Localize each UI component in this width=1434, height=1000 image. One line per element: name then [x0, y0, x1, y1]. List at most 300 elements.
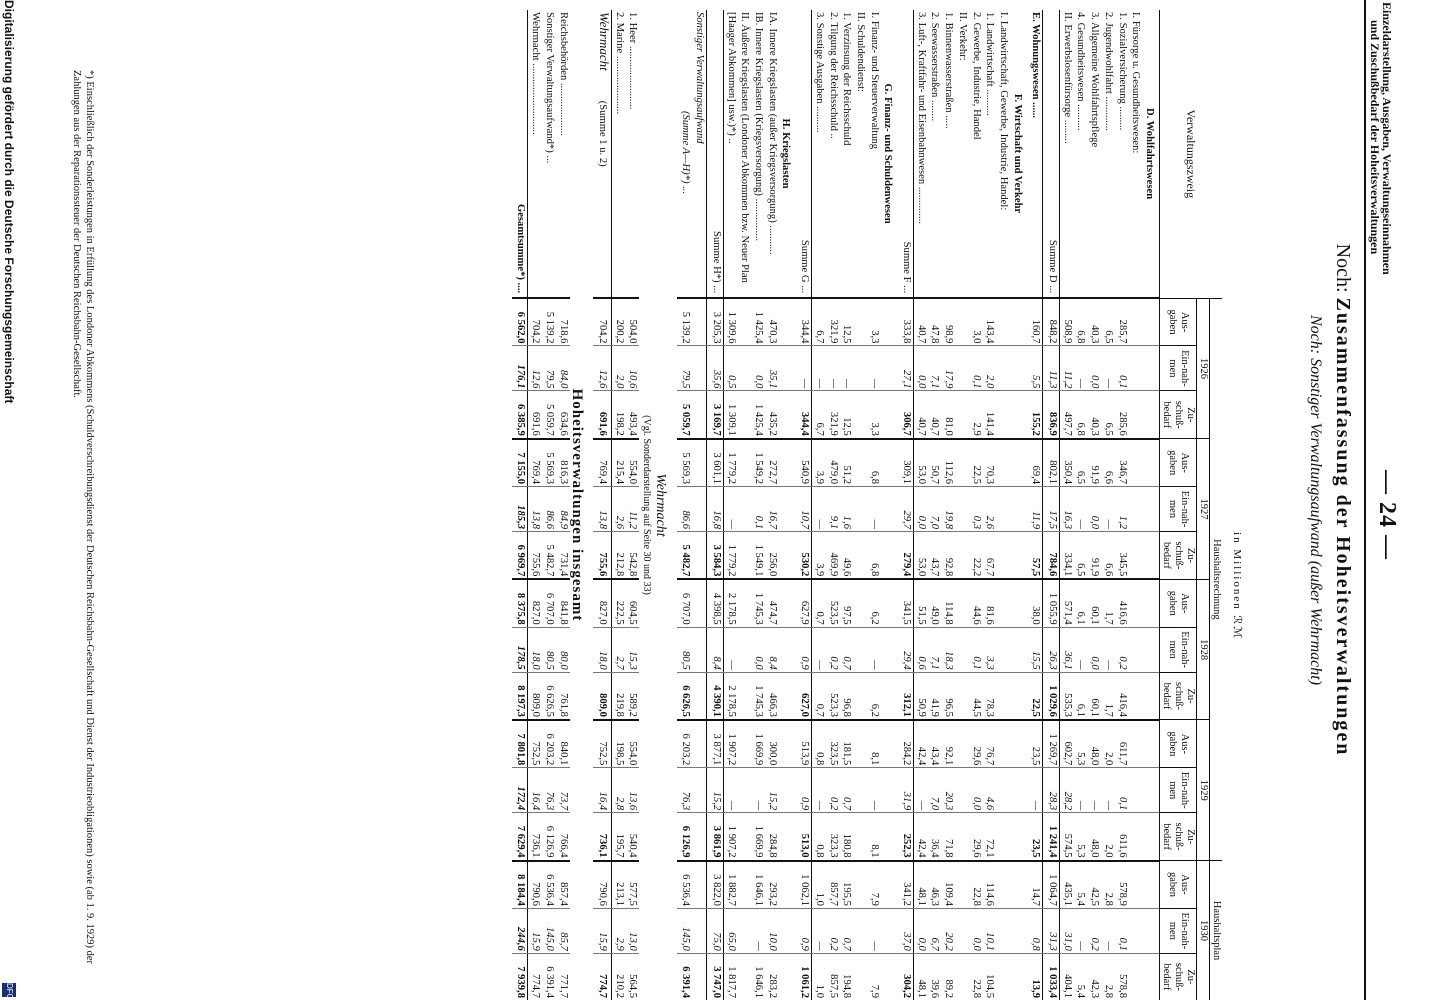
- value-cell: 771,7: [556, 953, 570, 1000]
- table-row: [812, 10, 826, 1000]
- value-cell: 1,7: [1101, 579, 1115, 627]
- row-label-sub: (Summe 1 u. 2): [596, 100, 608, 167]
- wehrmacht-heading-note: (Vgl. Sonderdarstellung auf Seite 30 und 33): [641, 415, 653, 595]
- value-cell: 5,4: [1074, 861, 1088, 909]
- empty-cell: [1010, 953, 1027, 1000]
- value-cell: 731,4: [556, 532, 570, 580]
- value-cell: 0,0: [969, 768, 983, 813]
- value-cell: [853, 672, 867, 720]
- value-cell: 15,2: [707, 768, 724, 813]
- value-cell: 6,8: [867, 532, 881, 580]
- value-cell: 18,3: [941, 627, 955, 672]
- value-cell: [1129, 953, 1143, 1000]
- row-label: Summe H*) ...: [707, 10, 724, 298]
- value-cell: 1 907,2: [723, 720, 751, 768]
- empty-cell: [1142, 908, 1159, 953]
- row-label: Summe F ...: [897, 10, 913, 298]
- value-cell: [996, 953, 1010, 1000]
- value-cell: 3 861,9: [707, 813, 724, 861]
- value-cell: 48,1: [914, 953, 928, 1000]
- value-cell: 345,5: [1115, 532, 1129, 580]
- value-cell: 9,1: [826, 487, 840, 532]
- value-cell: 70,3: [983, 439, 997, 487]
- value-cell: 321,9: [826, 391, 840, 439]
- table-row: [996, 10, 1010, 1000]
- empty-cell: [881, 579, 898, 627]
- value-cell: 176,1: [512, 346, 528, 391]
- value-cell: [853, 861, 867, 909]
- value-cell: 244,6: [512, 908, 528, 953]
- value-cell: 755,6: [528, 532, 542, 580]
- empty-cell: [1142, 391, 1159, 439]
- value-cell: [996, 813, 1010, 861]
- value-cell: —: [812, 487, 826, 532]
- value-cell: 12,5: [840, 298, 854, 346]
- empty-cell: [779, 346, 796, 391]
- empty-cell: [1010, 813, 1027, 861]
- value-cell: 76,3: [677, 768, 707, 813]
- value-cell: 28,2: [1060, 768, 1074, 813]
- column-header-rechnung: Haushaltsrechnung: [1210, 298, 1223, 860]
- value-cell: 1,2: [1115, 487, 1129, 532]
- value-cell: 341,5: [897, 579, 913, 627]
- value-cell: 160,7: [1027, 298, 1043, 346]
- value-cell: 6 562,0: [512, 298, 528, 346]
- value-cell: 5 482,7: [542, 532, 556, 580]
- value-cell: 15,2: [765, 768, 779, 813]
- value-cell: 3 822,0: [707, 861, 724, 909]
- value-cell: 22,8: [969, 861, 983, 909]
- row-label: I. Fürsorge u. Gesundheitswesen:: [1130, 12, 1142, 154]
- insgesamt-heading-text: Hoheitsverwaltungen insgesamt: [569, 388, 586, 622]
- value-cell: —: [723, 487, 751, 532]
- funder-credit: Digitalisierung gefördert durch die Deutsche Forschungsgemeinschaft: [2, 0, 16, 404]
- row-label: 1. Heer ........................: [627, 12, 639, 110]
- value-cell: 210,2: [611, 953, 625, 1000]
- top-rule: [1364, 0, 1366, 1000]
- value-cell: 8 375,8: [512, 579, 528, 627]
- value-cell: 6 707,0: [677, 579, 707, 627]
- value-cell: [853, 768, 867, 813]
- row-label: Summe G ...: [795, 10, 811, 298]
- empty-cell: [779, 768, 796, 813]
- row-label: II. Erwerbslosenfürsorge .........: [1061, 12, 1073, 144]
- value-cell: [1129, 346, 1143, 391]
- value-cell: 98,9: [941, 298, 955, 346]
- value-cell: —: [1101, 768, 1115, 813]
- summary-row: [677, 10, 707, 1000]
- value-cell: [853, 953, 867, 1000]
- column-header-sub: Ein-nah-men: [1160, 487, 1197, 532]
- value-cell: 12,5: [840, 391, 854, 439]
- value-cell: 86,6: [542, 487, 556, 532]
- empty-cell: [779, 720, 796, 768]
- value-cell: 578,8: [1115, 953, 1129, 1000]
- value-cell: 836,9: [1043, 391, 1060, 439]
- value-cell: 145,0: [542, 908, 556, 953]
- value-cell: 704,2: [528, 298, 542, 346]
- side-heading-1: Einzeldarstellung, Ausgaben, Verwaltungseinnahmen: [1380, 2, 1394, 275]
- value-cell: 6,6: [1101, 532, 1115, 580]
- value-cell: 6 391,4: [542, 953, 556, 1000]
- value-cell: 36,4: [928, 813, 942, 861]
- empty-cell: [881, 953, 898, 1000]
- column-header-year: 1926: [1197, 298, 1210, 439]
- value-cell: 574,5: [1060, 813, 1074, 861]
- value-cell: 809,0: [593, 672, 611, 720]
- table-row: [983, 10, 997, 1000]
- value-cell: 0,0: [914, 346, 928, 391]
- value-cell: 38,0: [1027, 579, 1043, 627]
- value-cell: 13,0: [626, 908, 640, 953]
- value-cell: [996, 391, 1010, 439]
- value-cell: 15,9: [528, 908, 542, 953]
- column-header-year: 1927: [1197, 439, 1210, 580]
- section-heading: D. Wohlfahrtswesen: [1144, 108, 1155, 200]
- value-cell: 809,0: [528, 672, 542, 720]
- value-cell: 48,0: [1087, 720, 1101, 768]
- summary-row: [707, 10, 724, 1000]
- empty-cell: [881, 487, 898, 532]
- value-cell: 841,8: [556, 579, 570, 627]
- value-cell: 2,0: [983, 346, 997, 391]
- title-prefix: Noch:: [1332, 243, 1354, 293]
- value-cell: 8,1: [867, 813, 881, 861]
- column-header-sub: Zu-schuß-bedarf: [1160, 953, 1197, 1000]
- value-cell: 10,1: [983, 908, 997, 953]
- value-cell: 334,1: [1060, 532, 1074, 580]
- table-row: [1101, 10, 1115, 1000]
- table-row: [751, 10, 765, 1000]
- table-row: [969, 10, 983, 1000]
- value-cell: 272,7: [765, 439, 779, 487]
- value-cell: 39,6: [928, 953, 942, 1000]
- empty-cell: [881, 908, 898, 953]
- value-cell: 5,3: [1074, 720, 1088, 768]
- value-cell: 40,7: [928, 391, 942, 439]
- value-cell: 42,4: [914, 813, 928, 861]
- value-cell: 26,3: [1043, 627, 1060, 672]
- value-cell: —: [751, 908, 765, 953]
- value-cell: 44,5: [969, 672, 983, 720]
- insgesamt-heading-row: [570, 10, 594, 1000]
- value-cell: [996, 487, 1010, 532]
- value-cell: 67,7: [983, 532, 997, 580]
- value-cell: —: [812, 908, 826, 953]
- value-cell: 1 669,9: [751, 720, 765, 768]
- value-cell: 0,2: [1087, 908, 1101, 953]
- value-cell: [1129, 813, 1143, 861]
- value-cell: 404,1: [1060, 953, 1074, 1000]
- value-cell: 0,0: [1087, 627, 1101, 672]
- value-cell: 16,7: [765, 487, 779, 532]
- value-cell: 578,9: [1115, 861, 1129, 909]
- value-cell: 6 126,9: [677, 813, 707, 861]
- table-row: [853, 10, 867, 1000]
- empty-cell: [1142, 672, 1159, 720]
- value-cell: [996, 627, 1010, 672]
- value-cell: 774,7: [593, 953, 611, 1000]
- value-cell: 284,8: [765, 813, 779, 861]
- value-cell: 6,8: [1074, 391, 1088, 439]
- row-label: 2. Tilgung der Reichsschuld ..: [827, 12, 839, 139]
- value-cell: [1129, 391, 1143, 439]
- summary-row: [795, 10, 811, 1000]
- value-cell: 848,2: [1043, 298, 1060, 346]
- value-cell: 3 169,7: [707, 391, 724, 439]
- value-cell: 29,6: [969, 813, 983, 861]
- table-row: [542, 10, 556, 1000]
- value-cell: 769,4: [528, 439, 542, 487]
- value-cell: 29,7: [897, 487, 913, 532]
- table-row: [928, 10, 942, 1000]
- value-cell: 29,4: [897, 627, 913, 672]
- value-cell: [1129, 720, 1143, 768]
- value-cell: [955, 532, 969, 580]
- value-cell: [955, 579, 969, 627]
- value-cell: 0,5: [723, 346, 751, 391]
- value-cell: 2,0: [1101, 720, 1115, 768]
- value-cell: 60,1: [1087, 579, 1101, 627]
- value-cell: 51,2: [840, 439, 854, 487]
- value-cell: 6,7: [812, 298, 826, 346]
- section-heading-row: [1010, 10, 1027, 1000]
- value-cell: 85,7: [556, 908, 570, 953]
- column-header-plan: Haushaltsplan: [1210, 861, 1223, 1000]
- value-cell: 57,5: [1027, 532, 1043, 580]
- empty-cell: [881, 627, 898, 672]
- value-cell: 141,4: [983, 391, 997, 439]
- footnote: *) Einschließlich der Sonderleistungen in Erfüllung des Londoner Abkommens (Schuldverschreibungsdienst der Deutschen Reichsbahn-Gesellschaft und Dienst der Industrieobligationen) sowie (ab 1. 9. 1929) der Zahlungen aus der Reparationssteuer der Deutschen Reichsbahn-Gesellschaft.: [71, 70, 95, 965]
- table-row: [1087, 10, 1101, 1000]
- table-row: [765, 10, 779, 1000]
- value-cell: 493,4: [626, 391, 640, 439]
- value-cell: 1 646,1: [751, 953, 765, 1000]
- value-cell: 0,0: [1087, 487, 1101, 532]
- column-header-sub: Zu-schuß-bedarf: [1160, 672, 1197, 720]
- value-cell: 766,4: [556, 813, 570, 861]
- value-cell: 86,6: [677, 487, 707, 532]
- value-cell: 80,0: [556, 627, 570, 672]
- value-cell: 35,1: [765, 346, 779, 391]
- value-cell: 611,6: [1115, 813, 1129, 861]
- page-number: — 24 —: [1374, 470, 1400, 560]
- value-cell: —: [867, 627, 881, 672]
- value-cell: 535,3: [1060, 672, 1074, 720]
- value-cell: 6 626,5: [542, 672, 556, 720]
- value-cell: [955, 861, 969, 909]
- value-cell: 2,7: [611, 627, 625, 672]
- value-cell: 469,9: [826, 532, 840, 580]
- value-cell: 0,9: [795, 627, 811, 672]
- value-cell: 1 779,2: [723, 439, 751, 487]
- value-cell: [853, 720, 867, 768]
- value-cell: [853, 908, 867, 953]
- value-cell: 76,3: [542, 768, 556, 813]
- value-cell: 1 425,4: [751, 391, 765, 439]
- row-label: Gesamtsumme*) ....: [512, 10, 528, 298]
- empty-cell: [1010, 439, 1027, 487]
- value-cell: 13,8: [593, 487, 611, 532]
- wehrmacht-heading-row: [639, 10, 676, 1000]
- value-cell: 497,7: [1060, 391, 1074, 439]
- table-row: [826, 10, 840, 1000]
- row-label: 3. Luft-, Kraftfahr- und Eisenbahnwesen ..............: [915, 12, 927, 224]
- value-cell: 8,4: [765, 627, 779, 672]
- row-label: 1. Binnenwasserstraßen .....: [943, 12, 955, 129]
- value-cell: 466,3: [765, 672, 779, 720]
- value-cell: 92,8: [941, 532, 955, 580]
- value-cell: 8 184,4: [512, 861, 528, 909]
- value-cell: 611,7: [1115, 720, 1129, 768]
- row-label: II. Schuldendienst:: [854, 12, 866, 93]
- value-cell: 6 203,2: [677, 720, 707, 768]
- value-cell: 0,6: [914, 627, 928, 672]
- empty-cell: [881, 439, 898, 487]
- value-cell: [955, 487, 969, 532]
- value-cell: 37,0: [897, 908, 913, 953]
- value-cell: 3 877,1: [707, 720, 724, 768]
- row-label: I. Landwirtschaft, Gewerbe, Industrie, Handel:: [997, 12, 1009, 211]
- row-label: II. Verkehr:: [956, 12, 968, 61]
- table-row: [914, 10, 928, 1000]
- value-cell: 12,6: [528, 346, 542, 391]
- value-cell: 6,6: [1101, 439, 1115, 487]
- value-cell: 18,0: [528, 627, 542, 672]
- value-cell: 827,0: [528, 579, 542, 627]
- value-cell: 718,6: [556, 298, 570, 346]
- value-cell: 114,8: [941, 579, 955, 627]
- value-cell: 81,6: [983, 579, 997, 627]
- empty-cell: [1142, 720, 1159, 768]
- value-cell: 222,5: [611, 579, 625, 627]
- empty-cell: [779, 672, 796, 720]
- value-cell: 8,4: [707, 627, 724, 672]
- value-cell: [955, 439, 969, 487]
- value-cell: 344,4: [795, 391, 811, 439]
- empty-cell: [1010, 720, 1027, 768]
- value-cell: [853, 579, 867, 627]
- value-cell: 42,4: [914, 720, 928, 768]
- value-cell: 29,6: [969, 720, 983, 768]
- value-cell: 8,1: [867, 720, 881, 768]
- value-cell: 195,7: [611, 813, 625, 861]
- value-cell: 7,9: [867, 953, 881, 1000]
- value-cell: 16,3: [1060, 487, 1074, 532]
- value-cell: 48,0: [1087, 813, 1101, 861]
- value-cell: 0,1: [1115, 908, 1129, 953]
- value-cell: 178,5: [512, 627, 528, 672]
- value-cell: [1129, 861, 1143, 909]
- column-header-sub: Zu-schuß-bedarf: [1160, 532, 1197, 580]
- value-cell: [996, 439, 1010, 487]
- value-cell: 3 584,3: [707, 532, 724, 580]
- value-cell: 53,0: [914, 532, 928, 580]
- value-cell: 72,1: [983, 813, 997, 861]
- value-cell: —: [795, 346, 811, 391]
- empty-cell: [1142, 532, 1159, 580]
- value-cell: 2,6: [611, 487, 625, 532]
- value-cell: 7,0: [928, 487, 942, 532]
- value-cell: 15,9: [593, 908, 611, 953]
- header-row-group: [1210, 10, 1223, 1000]
- table-row: [955, 10, 969, 1000]
- table-row: [1115, 10, 1129, 1000]
- empty-cell: [881, 813, 898, 861]
- empty-cell: [1010, 908, 1027, 953]
- value-cell: 22,8: [969, 953, 983, 1000]
- value-cell: 309,1: [897, 439, 913, 487]
- value-cell: —: [812, 627, 826, 672]
- table-row: [556, 10, 570, 1000]
- value-cell: 0,8: [812, 813, 826, 861]
- value-cell: 2,0: [1101, 813, 1115, 861]
- value-cell: 69,4: [1027, 439, 1043, 487]
- value-cell: 11,9: [1027, 487, 1043, 532]
- empty-cell: [881, 532, 898, 580]
- value-cell: 3,0: [969, 298, 983, 346]
- value-cell: 7 939,8: [512, 953, 528, 1000]
- value-cell: 212,8: [611, 532, 625, 580]
- insgesamt-heading: [570, 10, 594, 1000]
- table-row: [611, 10, 625, 1000]
- empty-cell: [779, 391, 796, 439]
- value-cell: —: [1027, 768, 1043, 813]
- value-cell: 7 155,0: [512, 439, 528, 487]
- value-cell: 17,9: [941, 346, 955, 391]
- value-cell: 0,1: [969, 627, 983, 672]
- value-cell: [955, 813, 969, 861]
- value-cell: [955, 768, 969, 813]
- table-row: [1074, 10, 1088, 1000]
- value-cell: —: [826, 346, 840, 391]
- value-cell: 3,3: [867, 391, 881, 439]
- wehrmacht-heading: [639, 10, 676, 1000]
- column-header-sub: Aus-gaben: [1160, 298, 1197, 346]
- column-header-sub: Aus-gaben: [1160, 439, 1197, 487]
- value-cell: 49,0: [928, 579, 942, 627]
- value-cell: 564,5: [626, 953, 640, 1000]
- value-cell: 416,6: [1115, 579, 1129, 627]
- empty-cell: [881, 298, 898, 346]
- table-row: [626, 10, 640, 1000]
- table-row: [528, 10, 542, 1000]
- row-label: Sonstiger Verwaltungsaufwand*) ...: [543, 12, 555, 164]
- summary-row: [593, 10, 611, 1000]
- value-cell: 79,5: [542, 346, 556, 391]
- column-header-year: 1929: [1197, 720, 1210, 861]
- value-cell: 6 536,4: [677, 861, 707, 909]
- value-cell: 736,1: [528, 813, 542, 861]
- value-cell: 60,1: [1087, 672, 1101, 720]
- value-cell: 53,0: [914, 439, 928, 487]
- value-cell: 97,5: [840, 579, 854, 627]
- value-cell: 1 779,2: [723, 532, 751, 580]
- value-cell: 0,3: [969, 487, 983, 532]
- value-cell: 7 629,4: [512, 813, 528, 861]
- value-cell: 80,5: [677, 627, 707, 672]
- page-subtitle: Noch: Sonstiger Verwaltungsaufwand (außer Wehrmacht): [1307, 314, 1324, 686]
- row-label-main: Wehrmacht: [596, 12, 612, 71]
- value-cell: 2 178,5: [723, 579, 751, 627]
- value-cell: 6,8: [1074, 298, 1088, 346]
- value-cell: 6,2: [867, 672, 881, 720]
- value-cell: 504,0: [626, 298, 640, 346]
- value-cell: 11,2: [626, 487, 640, 532]
- row-label: 1. Sozialversicherung .........: [1116, 12, 1128, 131]
- value-cell: 284,2: [897, 720, 913, 768]
- row-label: Wehrmacht ...........................: [530, 12, 542, 135]
